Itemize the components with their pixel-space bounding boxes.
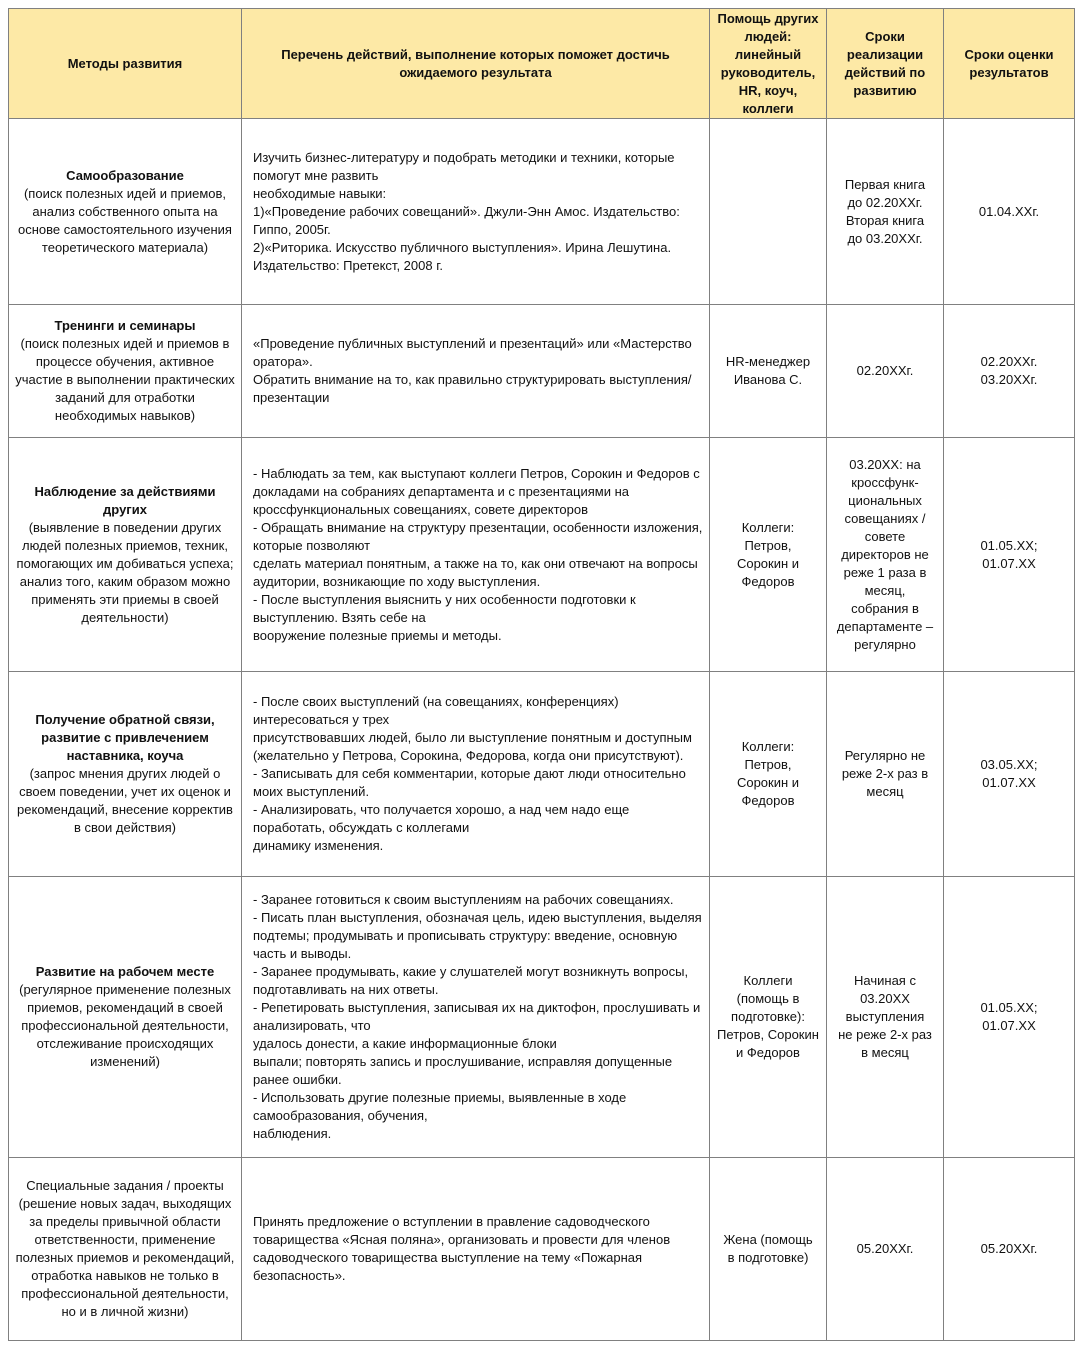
header-eval: Сроки оценки результатов [944, 9, 1075, 119]
action-line: - Наблюдать за тем, как выступают коллеги Петров, Сорокин и Федоров с докладами на собраниях департамента и с презентациями на кроссфункциональных совещаниях, совете директоров [253, 465, 700, 517]
actions-cell [242, 672, 710, 877]
action-line: 1)«Проведение рабочих совещаний». Джули-Энн Амос. Издательство: Гиппо, 2005г. [253, 203, 680, 237]
method-title: Развитие на рабочем месте [35, 964, 215, 979]
help-cell [710, 119, 827, 305]
method-description: (поиск полезных идей и приемов, анализ собственного опыта на основе самостоятельного изучения теоретического материала) [18, 185, 232, 255]
method-cell [9, 305, 242, 438]
eval-cell: 01.05.XX; 01.07.XX [944, 877, 1075, 1158]
help-cell: Коллеги: Петров, Сорокин и Федоров [710, 438, 827, 672]
terms-cell: 03.20XX: на кроссфунк-циональных совещаниях /совете директоров не реже 1 раза в месяц, собрания в департаменте – регулярно [827, 438, 944, 672]
action-line: присутствовавших людей, было ли выступление понятным и доступным (желательно у Петрова, Сорокина, Федорова, когда они присутствуют). [253, 730, 692, 763]
action-line: необходимые навыки: [253, 185, 387, 201]
terms-cell: Первая книга до 02.20XXг. Вторая книга до 03.20XXг. [827, 119, 944, 305]
action-line: наблюдения. [253, 1126, 332, 1141]
table-row [9, 672, 1075, 877]
help-cell: HR-менеджер Иванова С. [710, 305, 827, 438]
method-title: Самообразование [66, 167, 184, 183]
table-row [9, 438, 1075, 672]
action-line: - Писать план выступления, обозначая цель, идею выступления, выделяя подтемы; продумывать и прописывать структуру: введение, основную часть и выводы. [253, 910, 702, 961]
action-line: - Заранее продумывать, какие у слушателей могут возникнуть вопросы, подготавливать на них ответы. [253, 964, 689, 997]
method-cell [9, 438, 242, 672]
actions-cell [242, 877, 710, 1158]
eval-cell: 02.20XXг. 03.20XXг. [944, 305, 1075, 438]
action-line: - Записывать для себя комментарии, которые дают люди относительно моих выступлений. [253, 766, 686, 799]
method-description: (поиск полезных идей и приемов в процессе обучения, активное участие в выполнении практических заданий для отработки необходимых навыков) [15, 336, 235, 423]
terms-cell: Начиная с 03.20XX выступления не реже 2-х раз в месяц [827, 877, 944, 1158]
action-line: Принять предложение о вступлении в правление садоводческого товарищества «Ясная поляна», организовать и провести для членов садоводческого товарищества выступление на тему «Пожарная безопасность». [253, 1214, 671, 1283]
development-plan-table [8, 8, 1075, 1341]
actions-cell [242, 305, 710, 438]
eval-cell: 03.05.XX; 01.07.XX [944, 672, 1075, 877]
terms-cell: Регулярно не реже 2-х раз в месяц [827, 672, 944, 877]
action-line: - Заранее готовиться к своим выступлениям на рабочих совещаниях. [253, 892, 674, 907]
method-cell [9, 119, 242, 305]
help-cell: Коллеги: Петров, Сорокин и Федоров [710, 672, 827, 877]
table-row [9, 877, 1075, 1158]
action-line: выпали; повторять запись и прослушивание, исправляя допущенные ранее ошибки. [253, 1054, 673, 1087]
method-title: Получение обратной связи, развитие с привлечением наставника, коуча [35, 712, 215, 763]
table-row [9, 305, 1075, 438]
header-help: Помощь других людей: линейный руководитель, HR, коуч, коллеги [710, 9, 827, 119]
terms-cell: 02.20XXг. [827, 305, 944, 438]
method-cell [9, 1158, 242, 1341]
method-title: Тренинги и семинары [54, 318, 196, 333]
action-line: - Анализировать, что получается хорошо, а над чем надо еще поработать, обсуждать с коллегами [253, 802, 630, 835]
actions-cell [242, 438, 710, 672]
action-line: сделать материал понятным, а также на то, как они отвечают на вопросы аудитории, возникающие по ходу выступления. [253, 555, 698, 589]
action-line: - Использовать другие полезные приемы, выявленные в ходе самообразования, обучения, [253, 1090, 627, 1123]
action-line: Обратить внимание на то, как правильно структурировать выступления/презентации [253, 372, 692, 405]
action-line: «Проведение публичных выступлений и презентаций» или «Мастерство оратора». [253, 336, 692, 369]
table-row [9, 119, 1075, 305]
method-description: (выявление в поведении других людей полезных приемов, техник, помогающих им добиваться успеха; анализ того, каким образом можно применять эти приемы в своей деятельности) [16, 519, 234, 625]
method-description: (запрос мнения других людей о своем поведении, учет их оценок и рекомендаций, внесение корректив в свои действия) [17, 766, 233, 835]
action-line: 2)«Риторика. Искусство публичного выступления». Ирина Лешутина. Издательство: Претекст, 2008 г. [253, 239, 672, 273]
method-description: (регулярное применение полезных приемов, рекомендаций в своей профессиональной деятельности, отслеживание происходящих изменений) [19, 982, 231, 1069]
eval-cell: 05.20XXг. [944, 1158, 1075, 1341]
eval-cell: 01.05.XX; 01.07.XX [944, 438, 1075, 672]
header-actions: Перечень действий, выполнение которых поможет достичь ожидаемого результата [242, 9, 710, 119]
header-terms: Сроки реализации действий по развитию [827, 9, 944, 119]
terms-cell: 05.20XXг. [827, 1158, 944, 1341]
action-line: Изучить бизнес-литературу и подобрать методики и техники, которые помогут мне развить [253, 149, 675, 183]
action-line: - После своих выступлений (на совещаниях, конференциях) интересоваться у трех [253, 694, 619, 727]
method-cell [9, 877, 242, 1158]
help-cell: Жена (помощь в подготовке) [710, 1158, 827, 1341]
header-methods: Методы развития [9, 9, 242, 119]
actions-cell [242, 119, 710, 305]
actions-cell [242, 1158, 710, 1341]
table-row [9, 1158, 1075, 1341]
header-row [9, 9, 1075, 119]
action-line: вооружение полезные приемы и методы. [253, 627, 502, 643]
method-title: Наблюдение за действиями других [34, 483, 216, 517]
action-line: - После выступления выяснить у них особенности подготовки к выступлению. Взять себе на [253, 591, 636, 625]
action-line: - Обращать внимание на структуру презентации, особенности изложения, которые позволяют [253, 519, 703, 553]
method-description: Специальные задания / проекты (решение новых задач, выходящих за пределы привычной области ответственности, применение полезных приемов и рекомендаций, отработка навыков не только в профессиональной деятельности, но и в личной жизни) [15, 1178, 235, 1319]
action-line: удалось донести, а какие информационные блоки [253, 1036, 557, 1051]
document-page [8, 8, 1075, 1341]
method-cell [9, 672, 242, 877]
eval-cell: 01.04.XXг. [944, 119, 1075, 305]
action-line: - Репетировать выступления, записывая их на диктофон, прослушивать и анализировать, что [253, 1000, 701, 1033]
help-cell: Коллеги (помощь в подготовке): Петров, Сорокин и Федоров [710, 877, 827, 1158]
action-line: динамику изменения. [253, 838, 384, 853]
